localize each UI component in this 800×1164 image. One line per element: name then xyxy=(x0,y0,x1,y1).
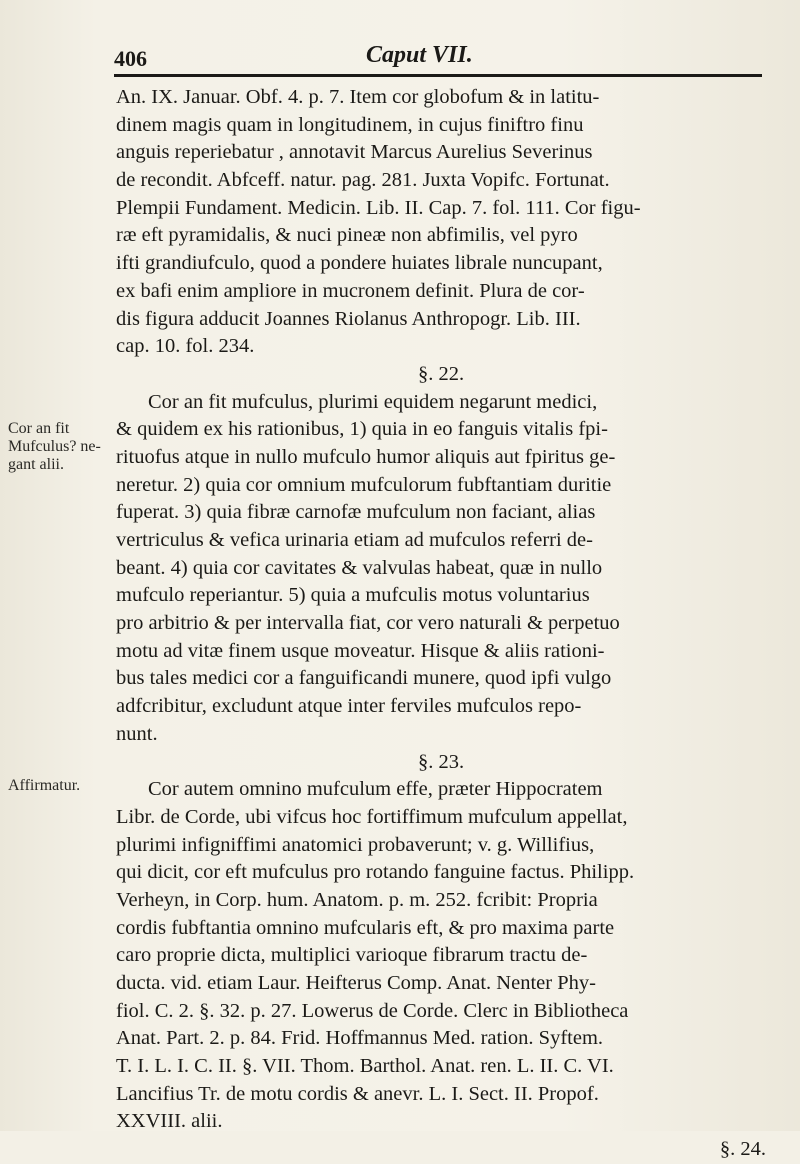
text-line: & quidem ex his rationibus, 1) quia in eo fanguis vitalis fpi- xyxy=(116,418,608,441)
text-line: Verheyn, in Corp. hum. Anatom. p. m. 252. fcribit: Propria xyxy=(116,888,598,911)
text-line: ex bafi enim ampliore in mucronem definit. Plura de cor- xyxy=(116,279,585,302)
header-rule xyxy=(114,74,762,77)
text-line: beant. 4) quia cor cavitates & valvulas habeat, quæ in nullo xyxy=(116,556,603,579)
text-line: mufculo reperiantur. 5) quia a mufculis motus voluntarius xyxy=(116,584,590,607)
text-line: XXVIII. alii. xyxy=(116,1110,223,1133)
text-line: motu ad vitæ finem usque moveatur. Hisque & aliis rationi- xyxy=(116,639,605,662)
text-line: Cor an fit mufculus, plurimi equidem negarunt medici, xyxy=(148,390,598,413)
text-line: adfcribitur, excludunt atque inter ferviles mufculos repo- xyxy=(116,695,582,718)
text-line: ifti grandiufculo, quod a pondere huiates librale nuncupant, xyxy=(116,252,603,275)
section-mark: §. 23. xyxy=(417,750,465,773)
margin-note-affirmatur: Affirmatur. xyxy=(8,777,81,794)
text-line: Anat. Part. 2. p. 84. Frid. Hoffmannus Med. ration. Syftem. xyxy=(116,1027,604,1050)
text-line: de recondit. Abfceff. natur. pag. 281. Juxta Vopifc. Fortunat. xyxy=(116,169,610,192)
page-header xyxy=(114,40,762,74)
text-line: dinem magis quam in longitudinem, in cujus finiftro finu xyxy=(116,113,584,136)
section-mark-next: §. 24. xyxy=(719,1138,766,1161)
text-line: Plempii Fundament. Medicin. Lib. II. Cap. 7. fol. 111. Cor figu- xyxy=(116,196,641,219)
text-line: rituofus atque in nullo mufculo humor aliquis aut fpiritus ge- xyxy=(116,445,616,468)
text-line: vertriculus & vefica urinaria etiam ad mufculos referri de- xyxy=(116,529,593,551)
page-number: 406 xyxy=(114,46,147,71)
text-line: cap. 10. fol. 234. xyxy=(116,335,255,358)
text-line: qui dicit, cor eft mufculus pro rotando fanguine factus. Philipp. xyxy=(116,861,635,884)
text-line: ræ eft pyramidalis, & nuci pineæ non abfimilis, vel pyro xyxy=(116,224,578,247)
text-line: caro proprie dicta, multiplici varioque fibrarum tractu de- xyxy=(116,944,588,967)
margin-note-cor-musculus: Cor an fit Mufculus? ne- gant alii. xyxy=(8,420,101,473)
text-line: ducta. vid. etiam Laur. Heifterus Comp. Anat. Nenter Phy- xyxy=(116,972,596,994)
text-line: fuperat. 3) quia fibræ carnofæ mufculum non faciant, alias xyxy=(116,501,596,524)
text-line: T. I. L. I. C. II. §. VII. Thom. Barthol. Anat. ren. L. II. C. VI. xyxy=(116,1055,614,1078)
body-text xyxy=(116,84,766,1164)
running-head: Caput VII. xyxy=(366,42,473,68)
text-line: dis figura adducit Joannes Riolanus Anthropogr. Lib. III. xyxy=(116,307,581,330)
text-line: fiol. C. 2. §. 32. p. 27. Lowerus de Corde. Clerc in Bibliotheca xyxy=(116,999,629,1022)
text-line: plurimi infigniffimi anatomici probaverunt; v. g. Willifius, xyxy=(116,833,595,856)
text-line: cordis fubftantia omnino mufcularis eft, & pro maxima parte xyxy=(116,916,615,939)
text-line: pro arbitrio & per intervalla fiat, cor vero naturali & perpetuo xyxy=(116,612,620,635)
text-line: bus tales medici cor a fanguificandi munere, quod ipfi vulgo xyxy=(116,667,612,690)
text-line: nunt. xyxy=(116,722,158,745)
text-line: Cor autem omnino mufculum effe, præter Hippocratem xyxy=(148,778,603,801)
text-line: neretur. 2) quia cor omnium mufculorum fubftantiam duritie xyxy=(116,473,612,496)
text-line: An. IX. Januar. Obf. 4. p. 7. Item cor globofum & in latitu- xyxy=(116,86,600,108)
text-line: anguis reperiebatur , annotavit Marcus Aurelius Severinus xyxy=(116,141,593,164)
text-line: Libr. de Corde, ubi vifcus hoc fortiffimum mufculum appellat, xyxy=(116,805,628,828)
section-mark: §. 22. xyxy=(417,362,465,385)
text-line: Lancifius Tr. de motu cordis & anevr. L. I. Sect. II. Propof. xyxy=(116,1082,599,1105)
